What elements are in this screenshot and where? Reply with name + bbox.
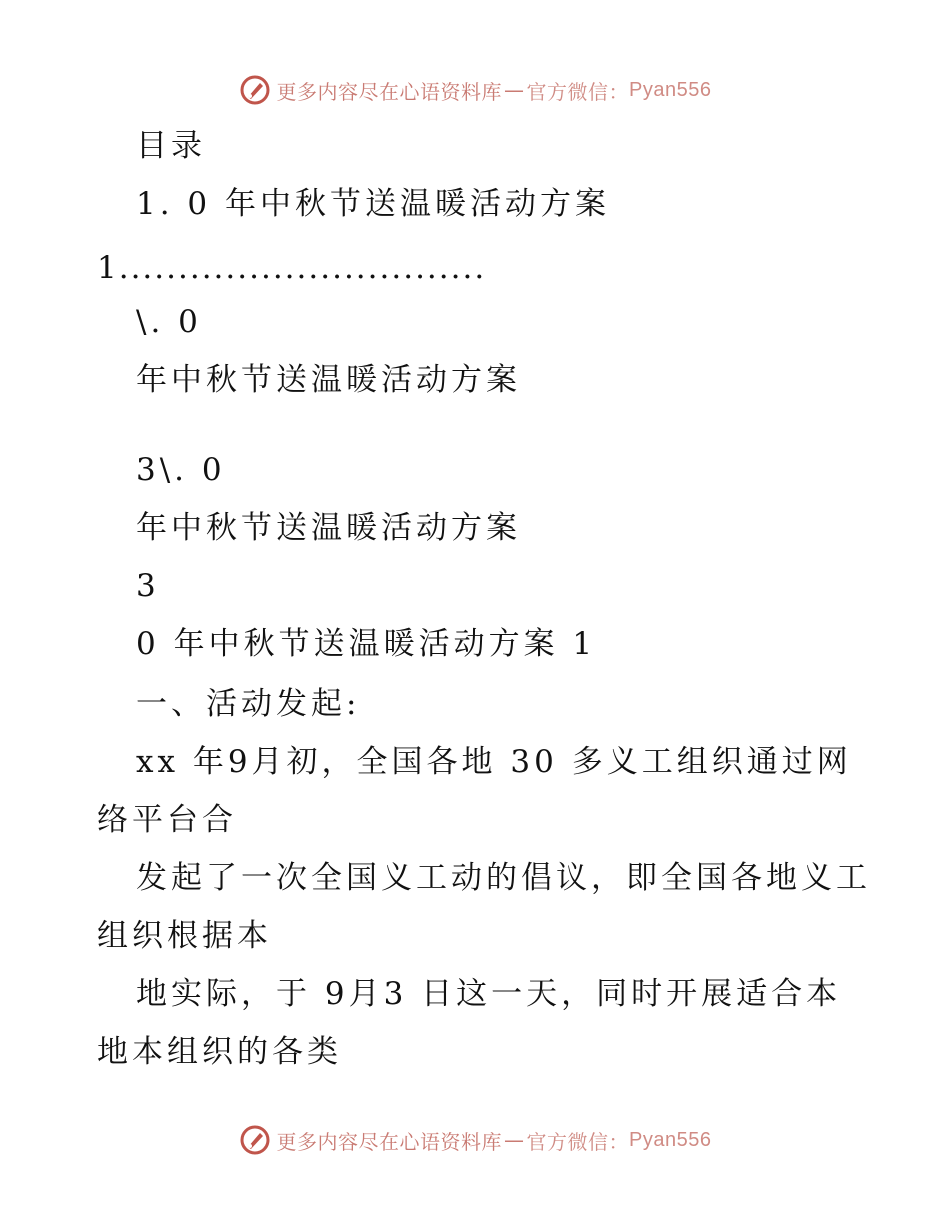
doc-line: 3\. 0 [136,452,226,488]
pen-logo-icon [239,1124,271,1156]
paragraph-line: xx 年9月初，全国各地 30 多义工组织通过网 [136,744,852,780]
watermark-sub-text: 官方微信： [526,79,630,104]
doc-line: 年中秋节送温暖活动方案 [136,362,521,398]
toc-dot-leader: 1............................... [97,250,487,286]
paragraph-line: 组织根据本 [97,918,272,954]
doc-line: 年中秋节送温暖活动方案 [136,510,521,546]
watermark-separator: — [504,78,525,102]
watermark-handle: Pyan556 [629,1128,712,1151]
section-title: 0 年中秋节送温暖活动方案 1 [136,626,597,662]
watermark-main-text: 更多内容尽在心语资料库 [276,1129,503,1154]
watermark-main-text: 更多内容尽在心语资料库 [276,79,503,104]
paragraph-line: 络平台合 [97,802,237,838]
doc-line: \. 0 [136,304,202,340]
footer-watermark [0,1120,950,1160]
watermark-handle: Pyan556 [629,78,712,101]
doc-line: 3 [136,568,160,604]
paragraph-line: 地实际，于 9月3 日这一天，同时开展适合本 [136,976,842,1012]
paragraph-line: 地本组织的各类 [97,1034,342,1070]
section-heading: 一、活动发起: [136,686,361,722]
doc-line: 1. 0 年中秋节送温暖活动方案 [136,186,611,222]
watermark-sub-text: 官方微信： [526,1129,630,1154]
toc-heading: 目录 [136,128,206,164]
watermark-separator: — [504,1128,525,1152]
paragraph-line: 发起了一次全国义工动的倡议，即全国各地义工 [136,860,871,896]
